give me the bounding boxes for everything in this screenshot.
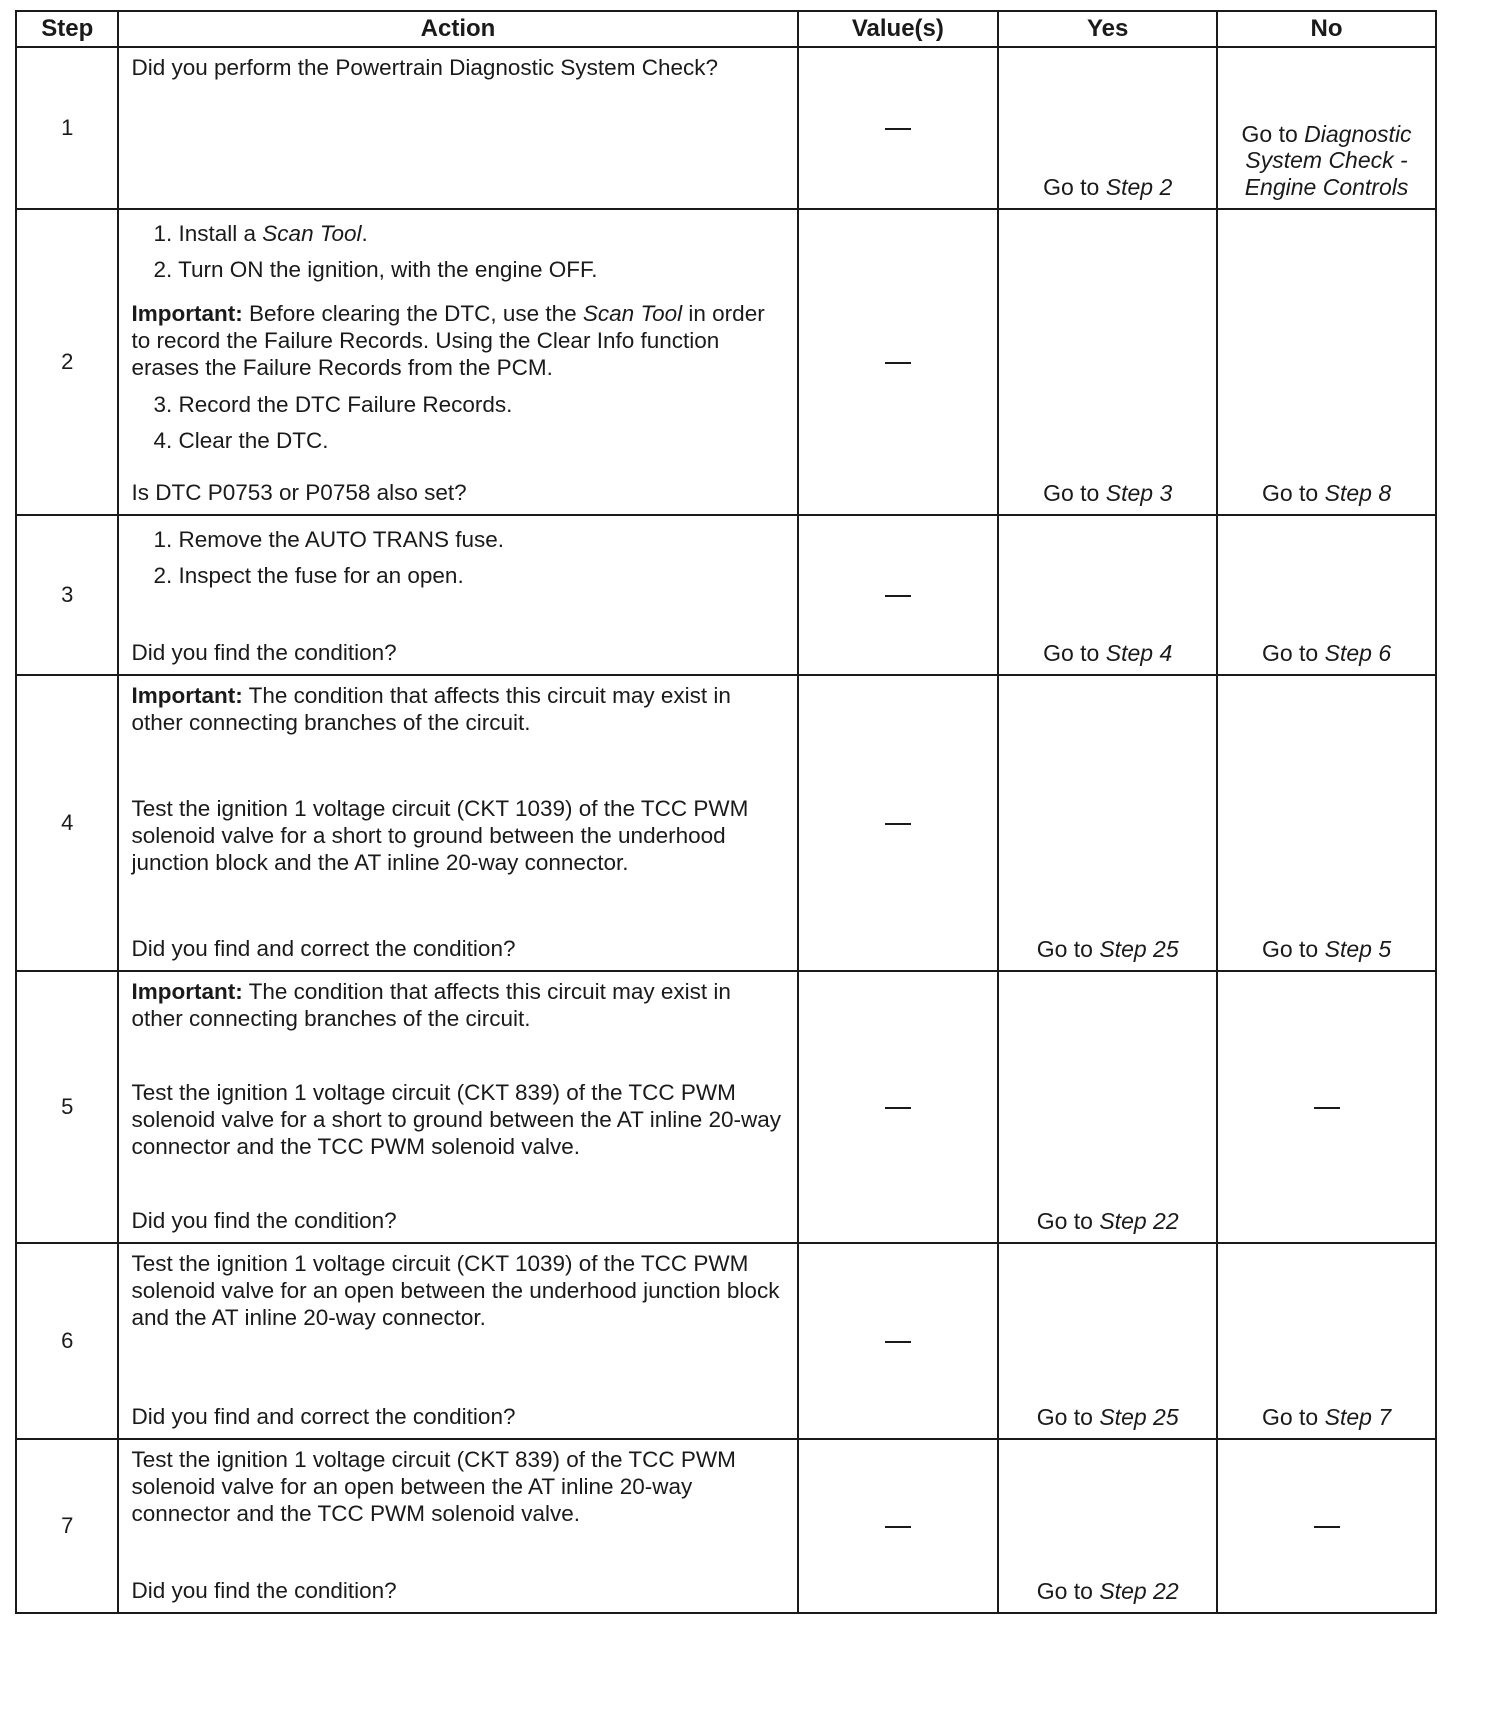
question-text: Did you find the condition?: [131, 640, 397, 665]
important-label: Important:: [131, 683, 243, 708]
value-cell: [798, 1439, 999, 1613]
list-item-text: 4. Clear the DTC.: [153, 428, 329, 453]
goto-target: Step 22: [1099, 1577, 1179, 1604]
list-item: [131, 220, 784, 247]
goto-prefix: Go to: [1241, 120, 1305, 147]
yes-cell: [998, 1439, 1217, 1613]
spacer: [131, 471, 784, 479]
question-text: Did you find the condition?: [131, 1208, 397, 1233]
goto-prefix: Go to: [1036, 935, 1100, 962]
dash-mark: [885, 595, 911, 597]
important-note: [131, 978, 784, 1032]
goto-prefix: Go to: [1036, 1207, 1100, 1234]
goto-target: Step 5: [1324, 935, 1392, 962]
value-cell: [798, 675, 999, 971]
important-label: Important:: [131, 979, 243, 1004]
question-text: Did you find and correct the condition?: [131, 936, 516, 961]
step-number: 2: [16, 209, 118, 515]
no-link: [1218, 936, 1435, 970]
goto-target: Step 7: [1324, 1403, 1392, 1430]
action-content: [119, 676, 796, 970]
important-text: in order to record the Failure Records. Using the Clear Info function erases the Failure Records from the PCM.: [131, 301, 765, 380]
yes-cell: [998, 675, 1217, 971]
action-content: [119, 1440, 796, 1612]
goto-target: Step 25: [1099, 1403, 1179, 1430]
action-cell: [118, 1439, 797, 1613]
important-label: Important:: [131, 301, 243, 326]
dash-mark: [1314, 1107, 1340, 1109]
goto-target: Step 2: [1105, 173, 1173, 200]
action-cell: [118, 971, 797, 1243]
spacer: [131, 742, 784, 795]
no-cell: [1217, 1439, 1436, 1613]
table-row: [16, 1439, 1436, 1613]
yes-link: [999, 174, 1216, 208]
no-link: [1218, 121, 1435, 208]
question-text: Did you find the condition?: [131, 1578, 397, 1603]
table-row: [16, 209, 1436, 515]
yes-cell: [998, 1243, 1217, 1439]
goto-prefix: Go to: [1261, 1403, 1325, 1430]
action-paragraph: Did you perform the Powertrain Diagnostic System Check?: [131, 55, 718, 80]
action-paragraph: Test the ignition 1 voltage circuit (CKT 839) of the TCC PWM solenoid valve for a short to ground between the AT inline 20-way connector and the TCC PWM solenoid valve.: [131, 1080, 782, 1159]
question-text: Is DTC P0753 or P0758 also set?: [131, 480, 467, 505]
no-cell: [1217, 209, 1436, 515]
spacer: [131, 1337, 784, 1403]
list-item-text: 2. Inspect the fuse for an open.: [153, 563, 464, 588]
goto-target: Step 3: [1105, 479, 1173, 506]
list-item: [131, 526, 784, 553]
yes-cell: [998, 209, 1217, 515]
no-link: [1218, 1404, 1435, 1438]
dash-mark: [885, 362, 911, 364]
diagnostic-table: [15, 10, 1437, 1614]
yes-link: [999, 480, 1216, 514]
list-item: [131, 562, 784, 589]
goto-prefix: Go to: [1036, 1577, 1100, 1604]
goto-target: Step 22: [1099, 1207, 1179, 1234]
table-row: [16, 515, 1436, 675]
step-number: 3: [16, 515, 118, 675]
header-yes: Yes: [998, 11, 1217, 47]
header-no: No: [1217, 11, 1436, 47]
list-item-text: .: [361, 221, 368, 246]
dash-mark: [885, 128, 911, 130]
step-list: [131, 391, 784, 463]
spacer: [131, 606, 784, 639]
list-item: [131, 256, 784, 283]
step-list: [131, 220, 784, 292]
dash-mark: [885, 1107, 911, 1109]
list-item-text: 1. Remove the AUTO TRANS fuse.: [153, 527, 505, 552]
yes-link: [999, 936, 1216, 970]
step-number: 1: [16, 47, 118, 209]
goto-prefix: Go to: [1036, 1403, 1100, 1430]
spacer: [131, 1038, 784, 1079]
goto-prefix: Go to: [1043, 479, 1106, 506]
list-item-text: 2. Turn ON the ignition, with the engine OFF.: [153, 257, 598, 282]
step-number: 5: [16, 971, 118, 1243]
yes-link: [999, 1404, 1216, 1438]
action-cell: [118, 209, 797, 515]
action-cell: [118, 1243, 797, 1439]
value-cell: [798, 971, 999, 1243]
action-content: [119, 972, 796, 1242]
no-cell: [1217, 515, 1436, 675]
table-row: [16, 971, 1436, 1243]
table-row: [16, 675, 1436, 971]
list-item-text: 3. Record the DTC Failure Records.: [153, 392, 513, 417]
action-content: [119, 516, 796, 674]
important-text: Before clearing the DTC, use the: [242, 301, 583, 326]
step-number: 7: [16, 1439, 118, 1613]
header-row: [16, 11, 1436, 47]
no-link: [1218, 640, 1435, 674]
yes-cell: [998, 515, 1217, 675]
action-content: [119, 1244, 796, 1438]
dash-mark: [885, 1341, 911, 1343]
dash-mark: [1314, 1526, 1340, 1528]
spacer: [131, 1166, 784, 1207]
goto-prefix: Go to: [1043, 639, 1106, 666]
question-text: Did you find and correct the condition?: [131, 1404, 516, 1429]
action-paragraph: Test the ignition 1 voltage circuit (CKT 1039) of the TCC PWM solenoid valve for an open between the underhood junction block and the AT inline 20-way connector.: [131, 1251, 780, 1330]
value-cell: [798, 47, 999, 209]
goto-prefix: Go to: [1043, 173, 1106, 200]
goto-target: Diagnostic System Check - Engine Controls: [1244, 120, 1412, 200]
important-text: The condition that affects this circuit may exist in other connecting branches of the circuit.: [131, 979, 731, 1031]
list-item-text: 1. Install a: [153, 221, 263, 246]
yes-link: [999, 640, 1216, 674]
no-cell: [1217, 1243, 1436, 1439]
no-cell: [1217, 675, 1436, 971]
step-number: 4: [16, 675, 118, 971]
goto-target: Step 25: [1099, 935, 1179, 962]
table-row: [16, 1243, 1436, 1439]
important-emphasis: Scan Tool: [582, 301, 683, 326]
important-text: The condition that affects this circuit may exist in other connecting branches of the circuit.: [131, 683, 731, 735]
header-values: Value(s): [798, 11, 999, 47]
goto-target: Step 6: [1324, 639, 1392, 666]
important-note: [131, 300, 784, 381]
step-number: 6: [16, 1243, 118, 1439]
value-cell: [798, 209, 999, 515]
list-item: [131, 391, 784, 418]
action-content: [119, 210, 796, 514]
action-cell: [118, 515, 797, 675]
spacer: [131, 1533, 784, 1577]
value-cell: [798, 515, 999, 675]
action-content: [119, 48, 796, 208]
goto-prefix: Go to: [1261, 935, 1325, 962]
yes-link: [999, 1578, 1216, 1612]
dash-mark: [885, 1526, 911, 1528]
no-cell: [1217, 971, 1436, 1243]
goto-target: Step 8: [1324, 479, 1392, 506]
goto-prefix: Go to: [1261, 639, 1325, 666]
goto-target: Step 4: [1105, 639, 1173, 666]
list-item: [131, 427, 784, 454]
table-row: [16, 47, 1436, 209]
important-note: [131, 682, 784, 736]
yes-link: [999, 1208, 1216, 1242]
header-step: Step: [16, 11, 118, 47]
no-cell: [1217, 47, 1436, 209]
list-item-emphasis: Scan Tool: [262, 221, 362, 246]
header-action: Action: [118, 11, 797, 47]
yes-cell: [998, 971, 1217, 1243]
action-cell: [118, 675, 797, 971]
action-paragraph: Test the ignition 1 voltage circuit (CKT 1039) of the TCC PWM solenoid valve for a short to ground between the underhood junction block and the AT inline 20-way connector.: [131, 796, 749, 875]
value-cell: [798, 1243, 999, 1439]
no-link: [1218, 480, 1435, 514]
action-paragraph: Test the ignition 1 voltage circuit (CKT 839) of the TCC PWM solenoid valve for an open between the AT inline 20-way connector and the TCC PWM solenoid valve.: [131, 1447, 736, 1526]
goto-prefix: Go to: [1261, 479, 1325, 506]
step-list: [131, 526, 784, 598]
yes-cell: [998, 47, 1217, 209]
dash-mark: [885, 823, 911, 825]
spacer: [131, 882, 784, 935]
action-cell: [118, 47, 797, 209]
